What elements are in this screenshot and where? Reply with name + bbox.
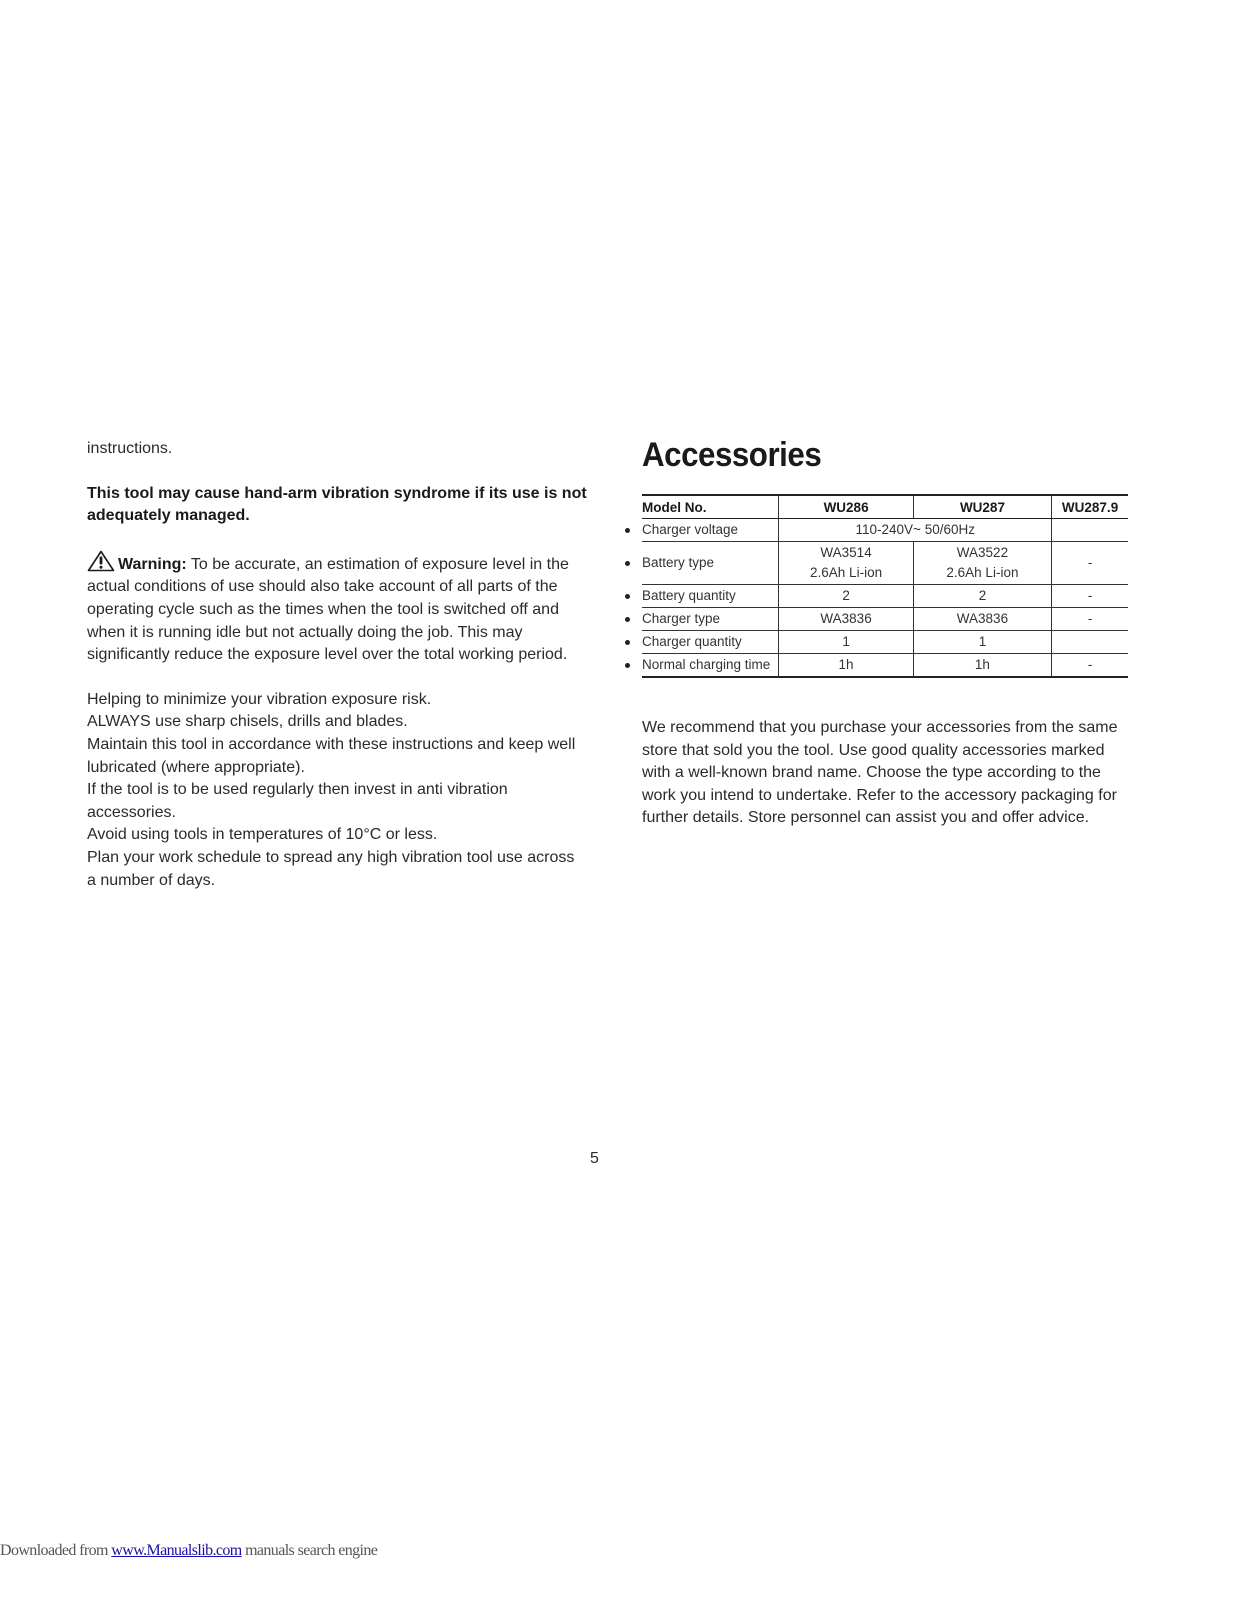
- table-cell: WA3836: [779, 608, 913, 631]
- tip-line: Maintain this tool in accordance with these instructions and keep well lubricated (where appropriate).: [87, 735, 576, 776]
- row-label: Charger voltage: [642, 522, 739, 537]
- left-column: [87, 438, 587, 892]
- cell-line: WA3514: [820, 545, 872, 560]
- continued-text: instructions.: [87, 440, 173, 457]
- row-label: Normal charging time: [642, 657, 771, 672]
- bullet-icon: [625, 617, 630, 622]
- download-footer: [0, 1542, 377, 1560]
- header-wu2879: WU287.9: [1052, 495, 1128, 519]
- manualslib-link[interactable]: www.Manualslib.com: [111, 1542, 242, 1559]
- tip-line: Avoid using tools in temperatures of 10°C or less.: [87, 826, 438, 844]
- row-label: Battery type: [642, 555, 715, 570]
- table-cell: 2: [779, 585, 913, 608]
- tip-line: If the tool is to be used regularly then invest in anti vibration accessories.: [87, 781, 508, 821]
- header-wu287: WU287: [913, 495, 1051, 519]
- vibration-syndrome-warning: This tool may cause hand-arm vibration syndrome if its use is not adequately managed.: [87, 484, 587, 525]
- warning-paragraph: [87, 550, 587, 667]
- tip-line: Helping to minimize your vibration exposure risk.: [87, 690, 432, 708]
- table-cell: [779, 542, 913, 585]
- cell-line: 2.6Ah Li-ion: [810, 565, 883, 580]
- accessories-heading: Accessories: [642, 436, 822, 474]
- table-cell: 1: [779, 631, 913, 654]
- row-label: Charger quantity: [642, 634, 742, 649]
- table-row: [642, 519, 1128, 542]
- footer-prefix: Downloaded from: [0, 1542, 108, 1559]
- footer-suffix: manuals search engine: [245, 1542, 378, 1559]
- tip-line: Plan your work schedule to spread any high vibration tool use across a number of days.: [87, 848, 575, 889]
- table-row: [642, 542, 1128, 585]
- tip-line: ALWAYS use sharp chisels, drills and blades.: [87, 713, 408, 731]
- bullet-icon: [625, 640, 630, 645]
- table-row: [642, 585, 1128, 608]
- warning-label: Warning:: [118, 555, 187, 573]
- table-cell: [1052, 519, 1128, 542]
- page-number: 5: [590, 1150, 599, 1167]
- table-row: [642, 654, 1128, 678]
- table-cell: -: [1052, 608, 1128, 631]
- bullet-icon: [625, 663, 630, 668]
- cell-line: 2.6Ah Li-ion: [946, 565, 1019, 580]
- table-cell: -: [1052, 585, 1128, 608]
- cell-line: WA3522: [956, 545, 1009, 560]
- table-cell: WA3836: [913, 608, 1051, 631]
- bullet-icon: [625, 561, 630, 566]
- table-cell: -: [1052, 542, 1128, 585]
- table-cell: 2: [913, 585, 1051, 608]
- warning-text: To be accurate, an estimation of exposure level in the actual conditions of use should also take account of all parts of the operating cycle such as the times when the tool is switched off and when it is running idle but not actually doing the job. This may significantly reduce the exposure level over the total working period.: [87, 555, 569, 664]
- table-cell: [913, 542, 1051, 585]
- table-header-row: [642, 495, 1128, 519]
- table-cell: -: [1052, 654, 1128, 678]
- row-label: Battery quantity: [642, 588, 736, 603]
- table-row: [642, 608, 1128, 631]
- table-row: [642, 631, 1128, 654]
- table-cell: 110-240V~ 50/60Hz: [779, 519, 1052, 542]
- recommendation-paragraph: We recommend that you purchase your accessories from the same store that sold you the tool. Use good quality accessories marked with a well-known brand name. Choose the type according to the work you intend to undertake. Refer to the accessory packaging for further details. Store personnel can assist you and offer advice.: [642, 719, 1118, 827]
- bullet-icon: [625, 528, 630, 533]
- header-wu286: WU286: [779, 495, 913, 519]
- table-cell: 1h: [779, 654, 913, 678]
- accessories-table: [642, 494, 1128, 678]
- warning-triangle-icon: [87, 550, 115, 572]
- table-cell: 1h: [913, 654, 1051, 678]
- right-column: [642, 433, 1130, 830]
- table-cell: [1052, 631, 1128, 654]
- header-model-no: Model No.: [642, 495, 779, 519]
- bullet-icon: [625, 594, 630, 599]
- row-label: Charger type: [642, 611, 721, 626]
- table-cell: 1: [913, 631, 1051, 654]
